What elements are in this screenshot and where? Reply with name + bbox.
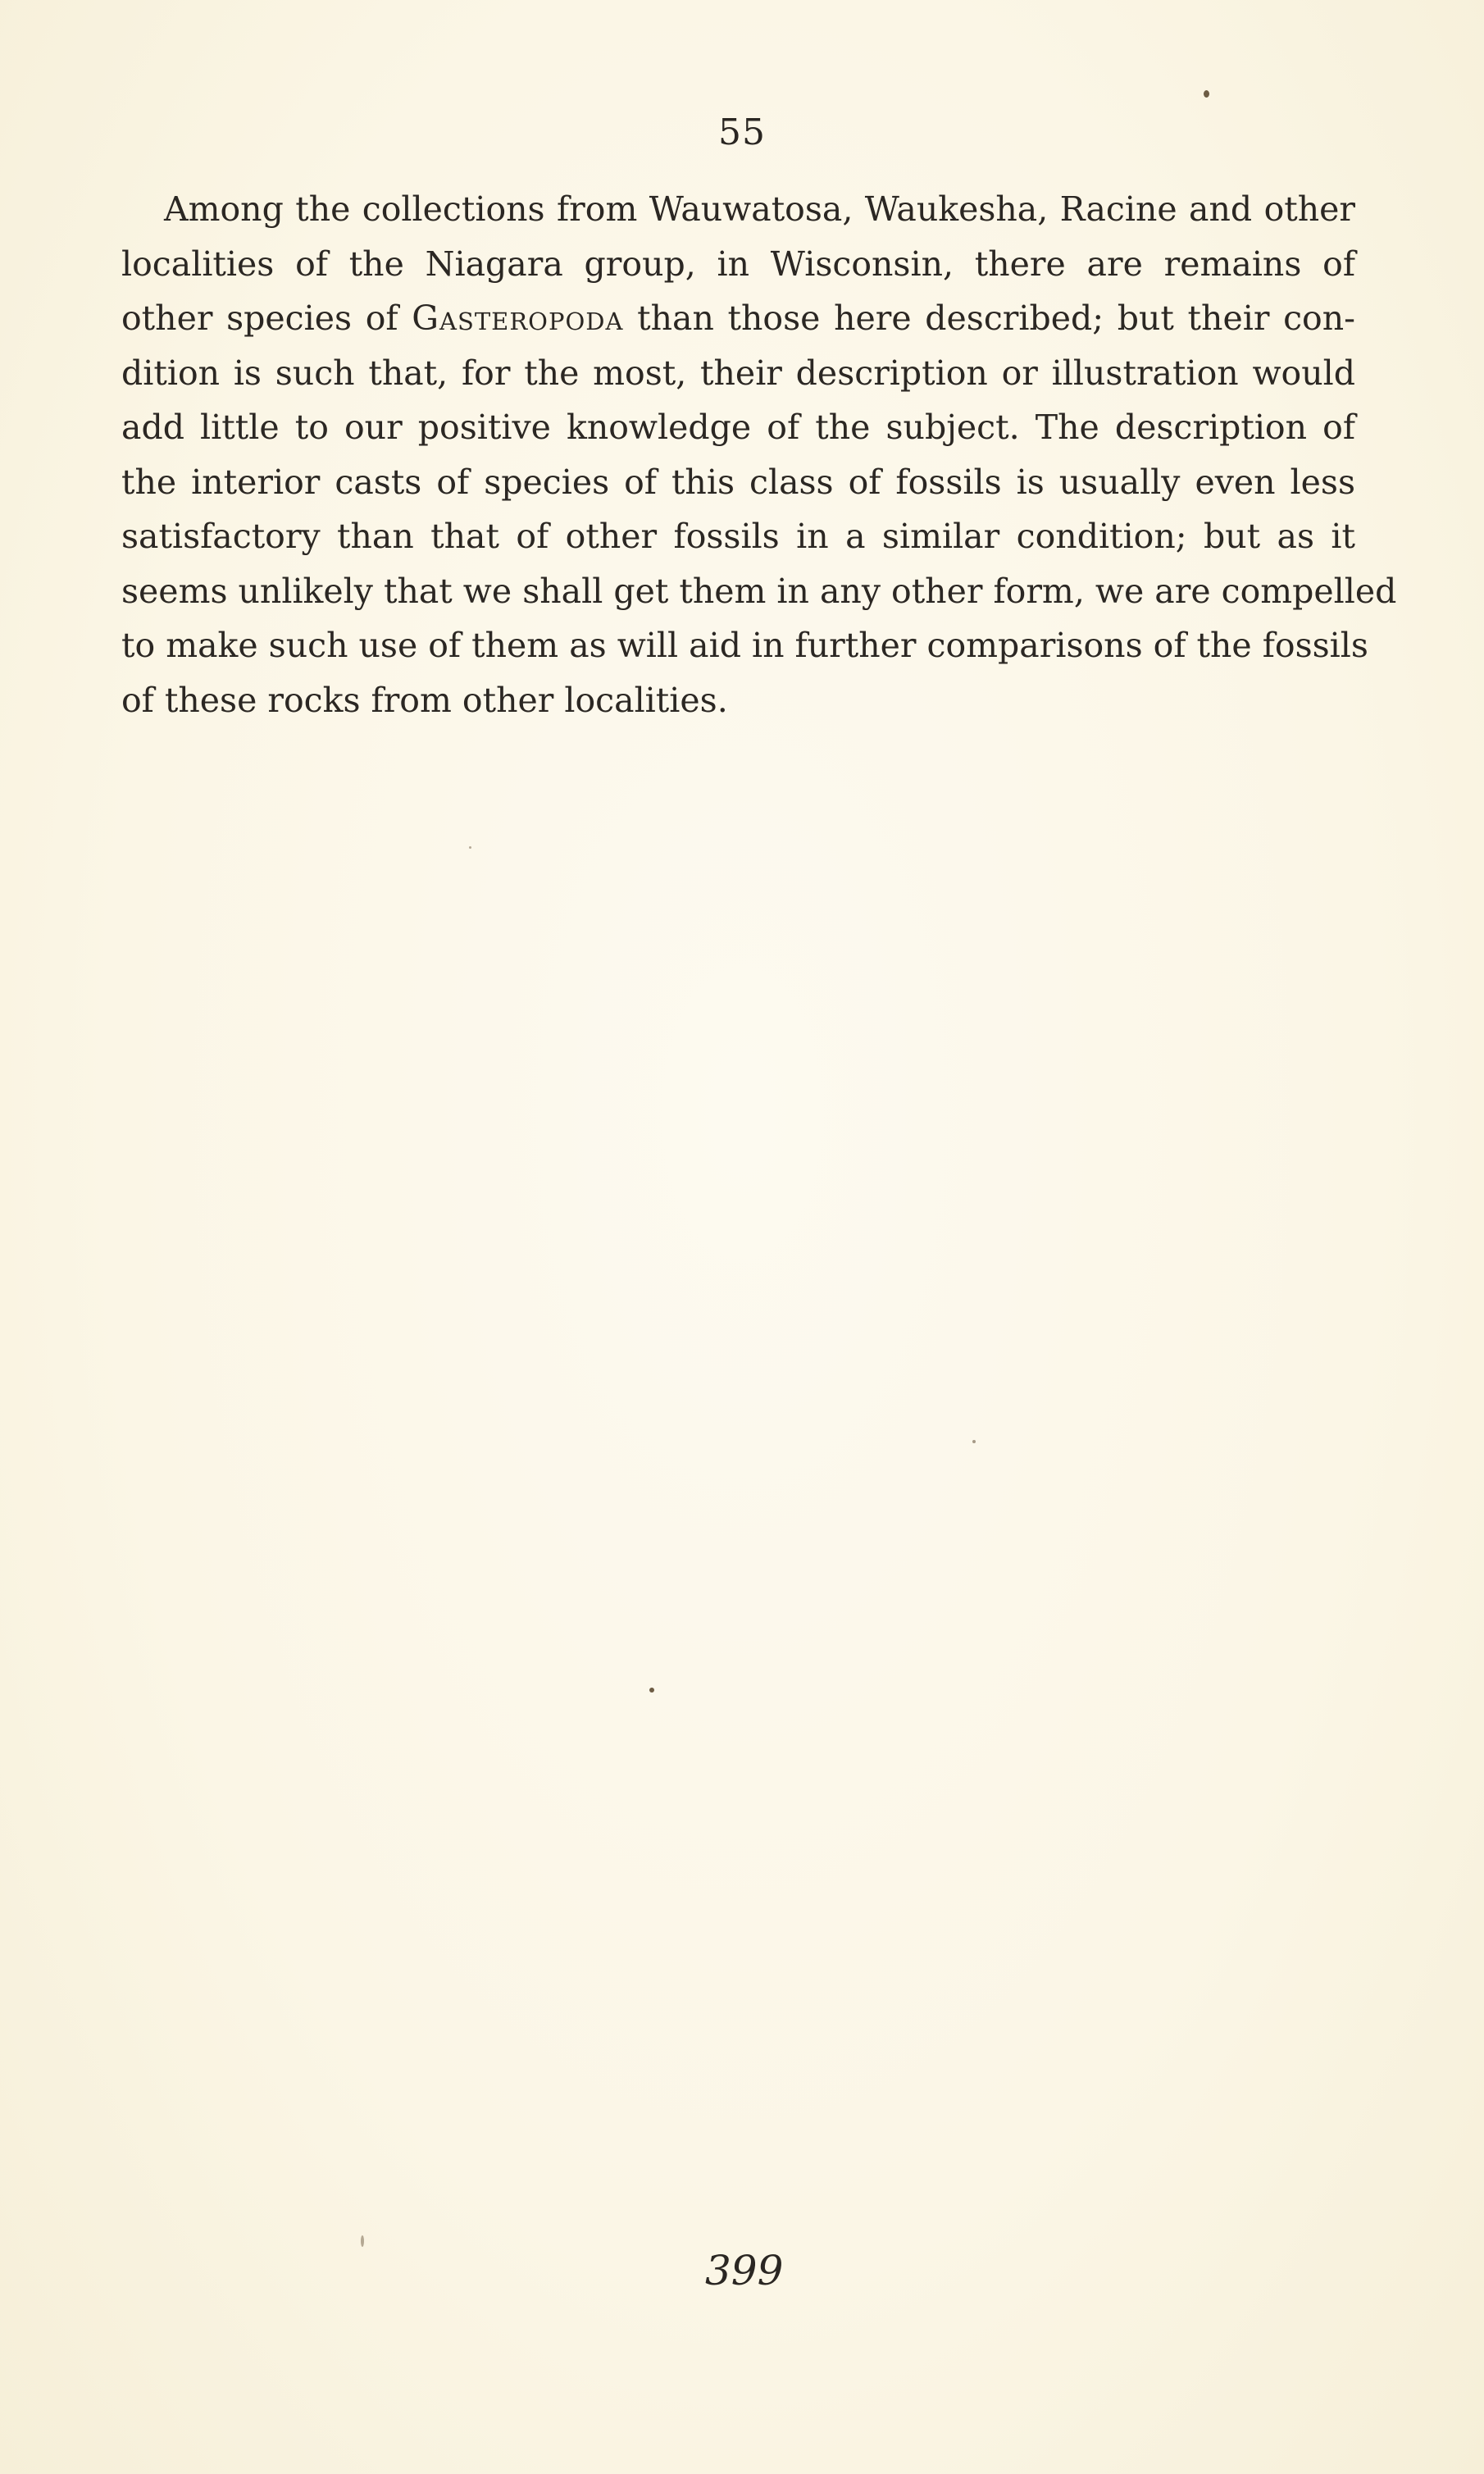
paragraph-line: localities of the Niagara group, in Wisconsin, there are remains of — [121, 244, 1355, 284]
line-text: than those here described; but their con- — [623, 298, 1356, 338]
small-caps-term: Gasteropoda — [412, 298, 624, 338]
paragraph-line: dition is such that, for the most, their description or illustration would — [121, 353, 1355, 393]
page-number: 55 — [718, 112, 766, 153]
paragraph-line — [121, 291, 1355, 346]
line-text: other species of — [121, 298, 412, 338]
paragraph-line: to make such use of them as will aid in further comparisons of the fossils — [121, 626, 1368, 665]
paragraph-line: add little to our positive knowledge of the subject. The description of — [121, 408, 1355, 447]
paragraph-line: seems unlikely that we shall get them in any other form, we are compelled — [121, 571, 1397, 611]
paragraph-line: Among the collections from Wauwatosa, Waukesha, Racine and other — [164, 189, 1355, 229]
paper-speck — [469, 846, 471, 849]
paper-speck — [361, 2235, 364, 2247]
handwritten-folio-number: 399 — [705, 2247, 784, 2294]
paper-speck — [649, 1688, 654, 1693]
body-paragraph — [121, 182, 1397, 727]
paragraph-line: the interior casts of species of this class of fossils is usually even less — [121, 462, 1355, 502]
paper-speck — [1204, 90, 1209, 98]
paper-speck — [972, 1440, 976, 1443]
paragraph-line: of these rocks from other localities. — [121, 680, 728, 720]
paragraph-line: satisfactory than that of other fossils in a similar condition; but as it — [121, 517, 1355, 556]
